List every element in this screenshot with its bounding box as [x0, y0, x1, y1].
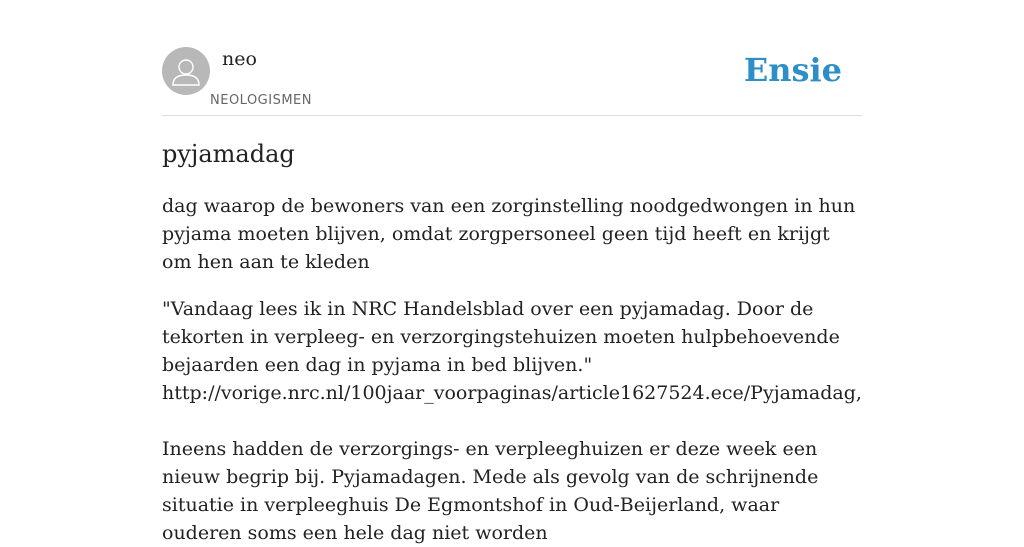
entry-example [162, 295, 862, 547]
avatar[interactable] [162, 47, 210, 95]
user-silhouette-icon [162, 47, 210, 95]
brand-logo[interactable]: Ensie [743, 51, 842, 89]
example-source: http://vorige.nrc.nl/100jaar_voorpaginas/article1627524.ece/Pyjamadag, [162, 382, 862, 404]
entry-page [162, 0, 862, 544]
entry-definition: dag waarop de bewoners van een zorginstelling noodgedwongen in hun pyjama moeten blijven, omdat zorgpersoneel geen tijd heeft en krijgt om hen aan te kleden [162, 195, 856, 273]
entry-header [162, 0, 862, 116]
entry-title: pyjamadag [162, 140, 295, 168]
paragraph-spacer [162, 407, 862, 435]
username[interactable]: neo [222, 48, 257, 70]
example-continued: Ineens hadden de verzorgings- en verpleeghuizen er deze week een nieuw begrip bij. Pyjamadagen. Mede als gevolg van de schrijnende situatie in verpleeghuis De Egmontshof in Oud-Beijerland, waar ouderen soms een hele dag niet worden [162, 438, 819, 544]
example-quote: "Vandaag lees ik in NRC Handelsblad over een pyjamadag. Door de tekorten in verpleeg- en verzorgingstehuizen moeten hulpbehoevende bejaarden een dag in pyjama in bed blijven." [162, 298, 840, 376]
category-link[interactable]: NEOLOGISMEN [210, 93, 312, 108]
